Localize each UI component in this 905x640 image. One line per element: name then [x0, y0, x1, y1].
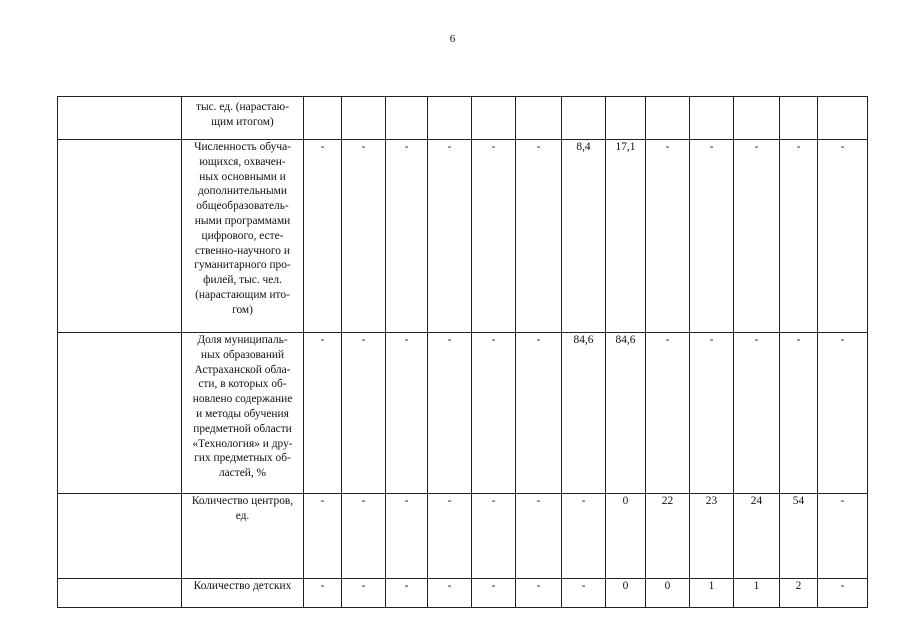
value-cell: -	[386, 333, 428, 494]
value-cell: -	[472, 579, 516, 608]
value-cell: 8,4	[562, 140, 606, 333]
table-row	[58, 140, 868, 333]
value-cell: -	[386, 494, 428, 579]
value-cell: 1	[734, 579, 780, 608]
indicator-label: Численность обуча- ющихся, охвачен- ных основными и дополнительными общеобразователь- ными программами цифрового, есте- ственно-научного и гуманитарного про- филей, тыс. чел. (нарастающим ито- гом)	[182, 140, 304, 333]
indicator-label: Доля муниципаль- ных образований Астраханской обла- сти, в которых об- новлено содержание и методы обучения предметной области «Технология» и дру- гих предметных об- ластей, %	[182, 333, 304, 494]
table-row	[58, 494, 868, 579]
value-cell	[606, 97, 646, 140]
value-cell: -	[428, 579, 472, 608]
value-cell: -	[818, 494, 868, 579]
value-cell: 1	[690, 579, 734, 608]
value-cell: -	[386, 140, 428, 333]
value-cell	[734, 97, 780, 140]
value-cell: -	[386, 579, 428, 608]
value-cell: 0	[646, 579, 690, 608]
value-cell: -	[304, 579, 342, 608]
table-row	[58, 97, 868, 140]
value-cell: -	[342, 579, 386, 608]
value-cell: -	[428, 333, 472, 494]
value-cell: -	[818, 140, 868, 333]
value-cell	[516, 97, 562, 140]
value-cell: -	[304, 333, 342, 494]
value-cell: 17,1	[606, 140, 646, 333]
value-cell: -	[428, 494, 472, 579]
value-cell: -	[342, 494, 386, 579]
value-cell	[472, 97, 516, 140]
indicator-label: Количество центров, ед.	[182, 494, 304, 579]
value-cell: -	[780, 333, 818, 494]
table-row	[58, 333, 868, 494]
value-cell: 54	[780, 494, 818, 579]
value-cell: -	[428, 140, 472, 333]
value-cell: -	[780, 140, 818, 333]
indicator-table	[57, 96, 868, 608]
merged-section-cell	[58, 333, 182, 494]
merged-section-cell	[58, 140, 182, 333]
value-cell	[428, 97, 472, 140]
value-cell: -	[472, 494, 516, 579]
value-cell: -	[734, 140, 780, 333]
value-cell: -	[646, 333, 690, 494]
value-cell	[780, 97, 818, 140]
value-cell: -	[516, 140, 562, 333]
value-cell: -	[818, 333, 868, 494]
value-cell: -	[472, 140, 516, 333]
value-cell	[562, 97, 606, 140]
page-number: 6	[449, 33, 456, 45]
value-cell: -	[472, 333, 516, 494]
value-cell: -	[690, 140, 734, 333]
value-cell: 0	[606, 579, 646, 608]
value-cell: 2	[780, 579, 818, 608]
value-cell: -	[304, 140, 342, 333]
merged-section-cell	[58, 97, 182, 140]
value-cell: -	[562, 494, 606, 579]
table-row	[58, 579, 868, 608]
value-cell: 23	[690, 494, 734, 579]
value-cell	[690, 97, 734, 140]
value-cell: 0	[606, 494, 646, 579]
value-cell: 84,6	[606, 333, 646, 494]
value-cell: -	[516, 579, 562, 608]
value-cell: -	[516, 494, 562, 579]
merged-section-cell	[58, 494, 182, 579]
value-cell	[818, 97, 868, 140]
indicator-label: Количество детских	[182, 579, 304, 608]
value-cell: -	[734, 333, 780, 494]
value-cell	[646, 97, 690, 140]
value-cell	[304, 97, 342, 140]
value-cell: -	[304, 494, 342, 579]
value-cell: -	[690, 333, 734, 494]
value-cell	[342, 97, 386, 140]
value-cell: 22	[646, 494, 690, 579]
value-cell: -	[562, 579, 606, 608]
value-cell: 24	[734, 494, 780, 579]
merged-section-cell	[58, 579, 182, 608]
indicator-label: тыс. ед. (нарастаю- щим итогом)	[182, 97, 304, 140]
value-cell: -	[342, 333, 386, 494]
value-cell: -	[342, 140, 386, 333]
value-cell: -	[516, 333, 562, 494]
value-cell: -	[646, 140, 690, 333]
value-cell: -	[818, 579, 868, 608]
value-cell: 84,6	[562, 333, 606, 494]
value-cell	[386, 97, 428, 140]
